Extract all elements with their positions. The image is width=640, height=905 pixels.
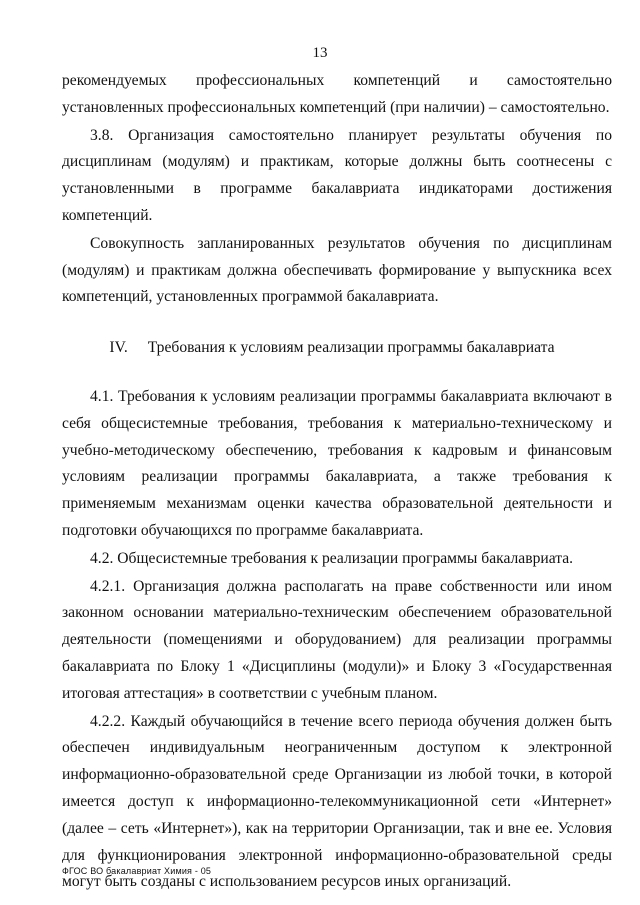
document-body (62, 68, 612, 896)
page-number: 13 (312, 45, 328, 61)
section-title: Требования к условиям реализации программы бакалавриата (147, 339, 555, 357)
paragraph-4-2-1: 4.2.1. Организация должна располагать на праве собственности или ином законном основании материально-техническим обеспечением образовательной деятельности (помещениями и оборудованием) для реализации программы бакалавриата по Блоку 1 «Дисциплины (модули)» и Блоку 3 «Государственная итоговая аттестация» в соответствии с учебным планом. (62, 577, 612, 702)
paragraph-4-2-2: 4.2.2. Каждый обучающийся в течение всего периода обучения должен быть обеспечен индивидуальным неограниченным доступом к электронной информационно-образовательной среде Организации из любой точки, в которой имеется доступ к информационно-телекоммуникационной сети «Интернет» (далее – сеть «Интернет»), как на территории Организации, так и вне ее. Условия для функционирования электронной информационно-образовательной среды могут быть созданы с использованием ресурсов иных организаций. (62, 712, 612, 891)
paragraph-4-1: 4.1. Требования к условиям реализации программы бакалавриата включают в себя общесистемные требования, требования к материально-техническому и учебно-методическому обеспечению, требования к кадровым и финансовым условиям реализации программы бакалавриата, а также требования к применяемым механизмам оценки качества образовательной деятельности и подготовки обучающихся по программе бакалавриата. (62, 387, 612, 539)
page-footer: ФГОС ВО бакалавриат Химия - 05 (62, 866, 212, 876)
section-number: IV. (109, 339, 128, 357)
paragraph-learning-outcomes: Совокупность запланированных результатов обучения по дисциплинам (модулям) и практикам должна обеспечивать формирование у выпускника всех компетенций, установленных программой бакалавриата. (62, 234, 612, 306)
section-heading (62, 335, 612, 362)
paragraph-4-2: 4.2. Общесистемные требования к реализации программы бакалавриата. (90, 549, 574, 567)
paragraph-continuation: рекомендуемых профессиональных компетенций и самостоятельно установленных профессиональных компетенций (при наличии) – самостоятельно. (62, 72, 612, 116)
paragraph-3-8: 3.8. Организация самостоятельно планирует результаты обучения по дисциплинам (модулям) и практикам, которые должны быть соотнесены с установленными в программе бакалавриата индикаторами достижения компетенций. (62, 126, 612, 224)
